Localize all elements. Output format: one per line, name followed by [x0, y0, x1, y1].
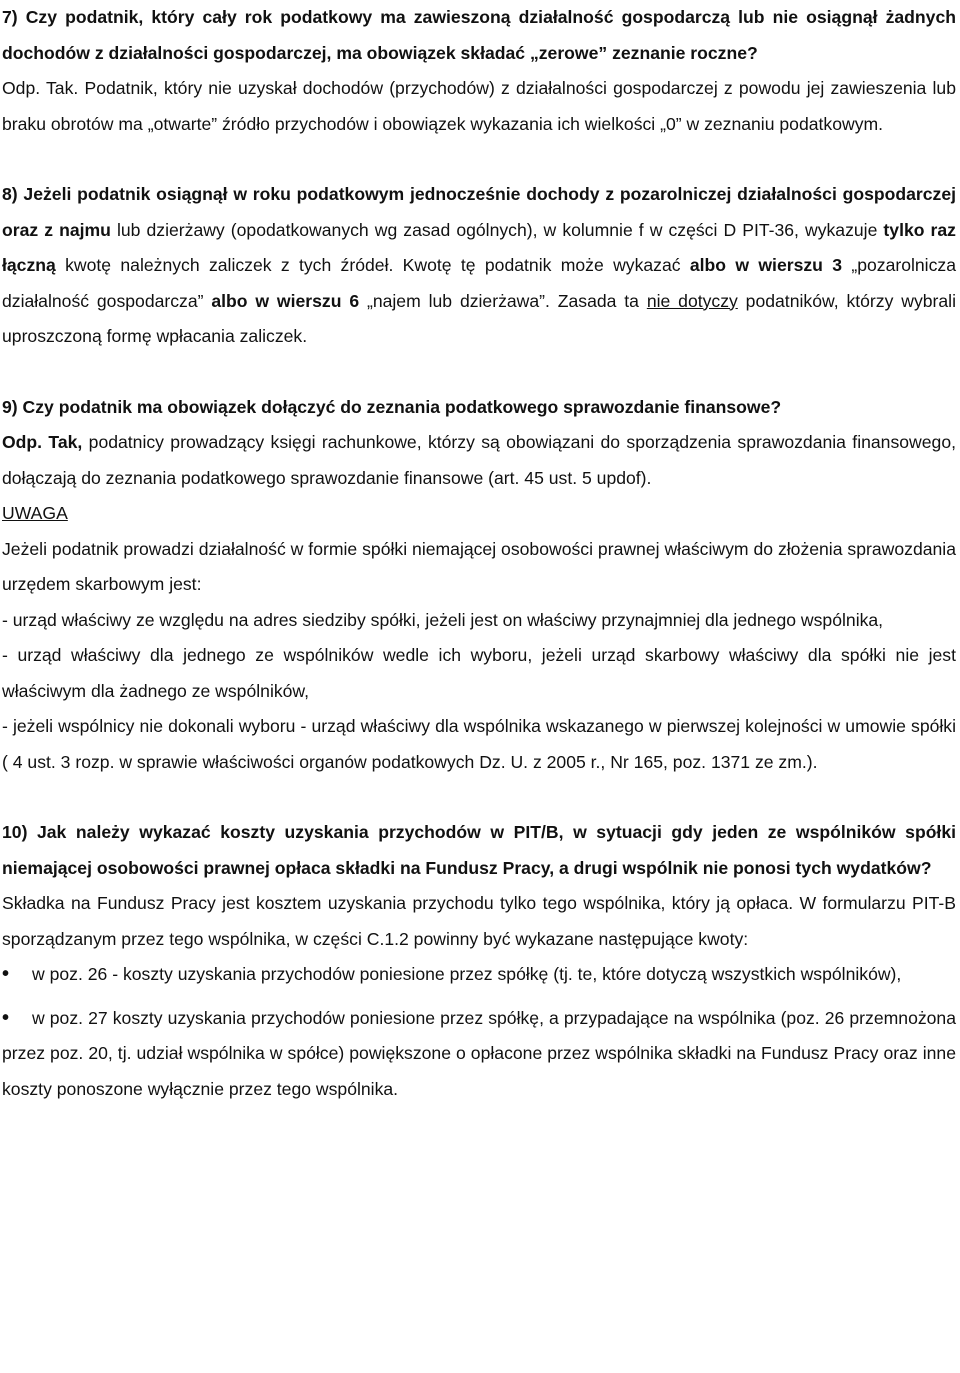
spacer: [2, 142, 956, 177]
paragraph-8: [2, 177, 956, 355]
question-10: 10) Jak należy wykazać koszty uzyskania przychodów w PIT/B, w sytuacji gdy jeden ze wspólników spółki niemającej osobowości prawnej opłaca składki na Fundusz Pracy, a drugi wspólnik nie ponosi tych wydatków?: [2, 822, 956, 878]
bullet-item-2: [2, 1001, 956, 1108]
p8-s6: albo w wierszu 3: [689, 255, 843, 275]
question-7: 7) Czy podatnik, który cały rok podatkowy ma zawieszoną działalność gospodarczą lub nie osiągnął żadnych dochodów z działalności gospodarczej, ma obowiązek składać „zerowe” zeznanie roczne?: [2, 7, 956, 63]
uwaga-item-3: - jeżeli wspólnicy nie dokonali wyboru - urząd właściwy dla wspólnika wskazanego w pierwszej kolejności w umowie spółki ( 4 ust. 3 rozp. w sprawie właściwości organów podatkowych Dz. U. z 2005 r., Nr 165, poz. 1371 ze zm.).: [2, 716, 956, 772]
spacer: [2, 355, 956, 390]
uwaga-item-1: - urząd właściwy ze względu na adres siedziby spółki, jeżeli jest on właściwy przynajmniej dla jednego wspólnika,: [2, 609, 884, 630]
p8-s7: „pozarolnicza działalność gospodarcza”: [2, 255, 956, 311]
bullet-text-1: w poz. 26 - koszty uzyskania przychodów poniesione przez spółkę (tj. te, które dotyczą wszystkich wspólników),: [32, 964, 902, 984]
uwaga-intro: Jeżeli podatnik prowadzi działalność w formie spółki niemającej osobowości prawnej właściwym do złożenia sprawozdania urzędem skarbowym jest:: [2, 538, 956, 594]
bullet-icon: •: [2, 1006, 10, 1029]
answer-9-text: podatnicy prowadzący księgi rachunkowe, którzy są obowiązani do sporządzenia sprawozdania finansowego, dołączają do zeznania podatkowego sprawozdanie finansowe (art. 45 ust. 5 updof).: [2, 432, 956, 488]
uwaga-heading: UWAGA: [2, 503, 68, 523]
bullet-item-1: [2, 957, 956, 993]
p8-s4: tylko raz łączną: [2, 219, 956, 275]
answer-10: Składka na Fundusz Pracy jest kosztem uzyskania przychodu tylko tego wspólnika, który ją opłaca. W formularzu PIT-B sporządzanym przez tego wspólnika, w części C.1.2 powinny być wykazane następujące kwoty:: [2, 893, 956, 949]
p8-s1: 8) Jeżeli podatnik osiągnął w roku podatkowym: [2, 184, 410, 204]
spacer: [2, 993, 956, 1001]
answer-9-label: Odp. Tak,: [2, 432, 83, 452]
p8-s5: kwotę należnych zaliczek z tych źródeł. Kwotę tę podatnik może wykazać: [55, 255, 690, 275]
p8-s10: nie dotyczy: [646, 290, 738, 311]
bullet-icon: •: [2, 963, 10, 985]
cost-bullet-list: [2, 957, 956, 1107]
uwaga-item-2: - urząd właściwy dla jednego ze wspólników wedle ich wyboru, jeżeli urząd skarbowy właściwy dla spółki nie jest właściwym dla żadnego ze wspólników,: [2, 645, 956, 701]
answer-7-label: Odp. Tak.: [2, 78, 79, 98]
bullet-text-2: w poz. 27 koszty uzyskania przychodów poniesione przez spółkę, a przypadające na wspólnika (poz. 26 przemnożona przez poz. 20, tj. udział wspólnika w spółce) powiększone o opłacone przez wspólnika składki na Fundusz Pracy oraz inne koszty ponoszone wyłącznie przez tego wspólnika.: [2, 1007, 956, 1099]
p8-s2: jednocześnie dochody z pozarolniczej działalności gospodarczej oraz z najmu: [2, 184, 957, 240]
answer-9: [2, 425, 956, 496]
p8-s9: „najem lub dzierżawa”. Zasada ta: [359, 290, 647, 311]
spacer: [2, 780, 956, 815]
p8-s8: albo w wierszu 6: [211, 290, 360, 311]
p8-s3: lub dzierżawy (opodatkowanych wg zasad ogólnych), w kolumnie f w części D PIT-36, wykazuje: [110, 219, 884, 240]
p8-s11: podatników, którzy wybrali uproszczoną formę wpłacania zaliczek.: [2, 290, 956, 346]
answer-7-text: Podatnik, który nie uzyskał dochodów (przychodów) z działalności gospodarczej z powodu jej zawieszenia lub braku obrotów ma „otwarte” źródło przychodów i obowiązek wykazania ich wielkości „0” w zeznaniu podatkowym.: [2, 78, 956, 134]
answer-7: [2, 71, 956, 142]
question-9: 9) Czy podatnik ma obowiązek dołączyć do zeznania podatkowego sprawozdanie finansowe?: [2, 396, 782, 417]
